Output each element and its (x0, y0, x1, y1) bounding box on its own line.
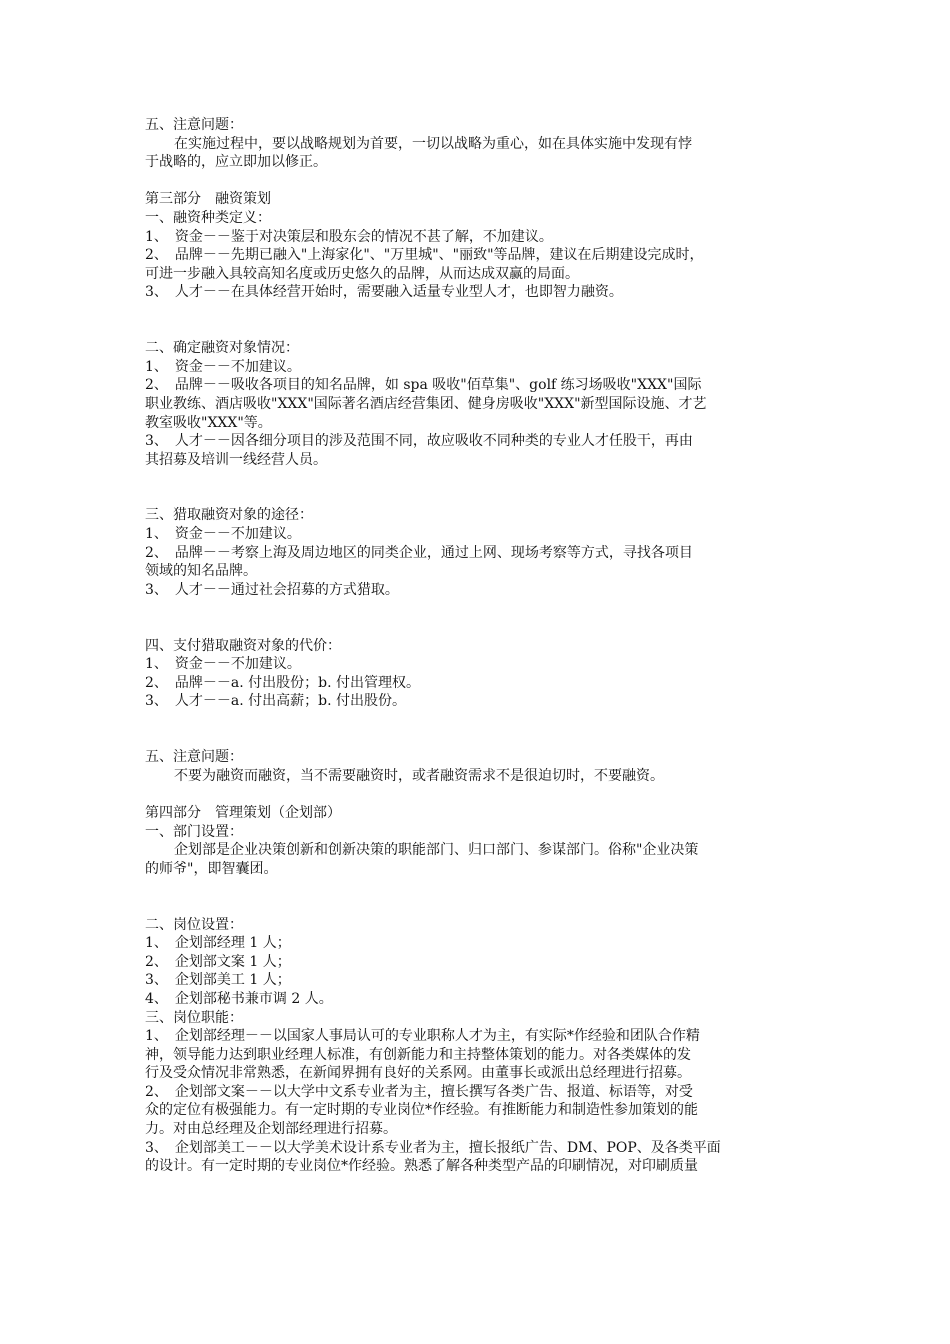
list-item: 1、 企划部经理－－以国家人事局认可的专业职称人才为主，有实际*作经验和团队合作精 (145, 1028, 700, 1045)
list-item: 其招募及培训一线经营人员。 (145, 451, 327, 468)
list-item: 2、 企划部文案－－以大学中文系专业者为主，擅长撰写各类广告、报道、标语等，对受 (145, 1083, 693, 1100)
list-item: 1、 资金－－不加建议。 (145, 358, 301, 375)
list-item: 神，领导能力达到职业经理人标准，有创新能力和主持整体策划的能力。对各类媒体的发 (145, 1046, 691, 1063)
list-item: 3、 企划部美工－－以大学美术设计系专业者为主，擅长报纸广告、DM、POP、及各类平面 (145, 1139, 721, 1156)
section-heading: 一、部门设置： (145, 823, 243, 840)
section-heading: 二、岗位设置： (145, 916, 243, 933)
list-item: 职业教练、酒店吸收"XXX"国际著名酒店经营集团、健身房吸收"XXX"新型国际设施、才艺 (145, 395, 707, 412)
section-heading: 二、确定融资对象情况： (145, 340, 299, 357)
section-heading: 一、融资种类定义： (145, 209, 271, 226)
list-item: 3、 人才－－在具体经营开始时，需要融入适量专业型人才，也即智力融资。 (145, 284, 623, 301)
list-item: 力。对由总经理及企划部经理进行招募。 (145, 1121, 397, 1138)
list-item: 可进一步融入具较高知名度或历史悠久的品牌，从而达成双赢的局面。 (145, 265, 579, 282)
list-item: 3、 人才－－a. 付出高薪；b. 付出股份。 (145, 693, 407, 710)
list-item: 2、 品牌－－考察上海及周边地区的同类企业，通过上网、现场考察等方式，寻找各项目 (145, 544, 693, 561)
section-heading: 三、岗位职能： (145, 1009, 243, 1026)
list-item: 4、 企划部秘书兼市调 2 人。 (145, 990, 333, 1007)
list-item: 1、 资金－－不加建议。 (145, 526, 301, 543)
paragraph-line: 于战略的，应立即加以修正。 (145, 154, 327, 171)
section-heading: 四、支付猎取融资对象的代价： (145, 637, 341, 654)
paragraph-line: 在实施过程中，要以战略规划为首要，一切以战略为重心，如在具体实施中发现有悖 (174, 135, 692, 152)
paragraph-line: 的师爷"，即智囊团。 (145, 860, 278, 877)
list-item: 2、 品牌－－先期已融入"上海家化"、"万里城"、"丽致"等品牌，建议在后期建设完成时， (145, 247, 704, 264)
list-item: 1、 资金－－鉴于对决策层和股东会的情况不甚了解，不加建议。 (145, 228, 553, 245)
paragraph-line: 企划部是企业决策创新和创新决策的职能部门、归口部门、参谋部门。俗称"企业决策 (174, 842, 699, 859)
list-item: 3、 企划部美工 1 人； (145, 972, 291, 989)
document-page (145, 116, 810, 1176)
section-heading: 三、猎取融资对象的途径： (145, 507, 313, 524)
part-title: 第四部分 管理策划（企划部） (145, 804, 341, 821)
list-item: 2、 品牌－－吸收各项目的知名品牌，如 spa 吸收"佰草集"、golf 练习场吸收"XXX"国际 (145, 377, 702, 394)
list-item: 2、 品牌－－a. 付出股份；b. 付出管理权。 (145, 674, 421, 691)
list-item: 1、 资金－－不加建议。 (145, 656, 301, 673)
list-item: 的设计。有一定时期的专业岗位*作经验。熟悉了解各种类型产品的印刷情况，对印刷质量 (145, 1158, 698, 1175)
list-item: 领域的知名品牌。 (145, 563, 257, 580)
part-title: 第三部分 融资策划 (145, 191, 271, 208)
section-heading: 五、注意问题： (145, 117, 243, 133)
list-item: 教室吸收"XXX"等。 (145, 414, 272, 431)
section-heading: 五、注意问题： (145, 749, 243, 766)
list-item: 众的定位有极强能力。有一定时期的专业岗位*作经验。有推断能力和制造性参加策划的能 (145, 1102, 698, 1119)
list-item: 2、 企划部文案 1 人； (145, 953, 291, 970)
list-item: 行及受众情况非常熟悉，在新闻界拥有良好的关系网。由董事长或派出总经理进行招募。 (145, 1065, 691, 1082)
list-item: 3、 人才－－因各细分项目的涉及范围不同，故应吸收不同种类的专业人才任股干，再由 (145, 433, 693, 450)
list-item: 3、 人才－－通过社会招募的方式猎取。 (145, 581, 399, 598)
paragraph-line: 不要为融资而融资，当不需要融资时，或者融资需求不是很迫切时，不要融资。 (174, 767, 664, 784)
list-item: 1、 企划部经理 1 人； (145, 935, 291, 952)
